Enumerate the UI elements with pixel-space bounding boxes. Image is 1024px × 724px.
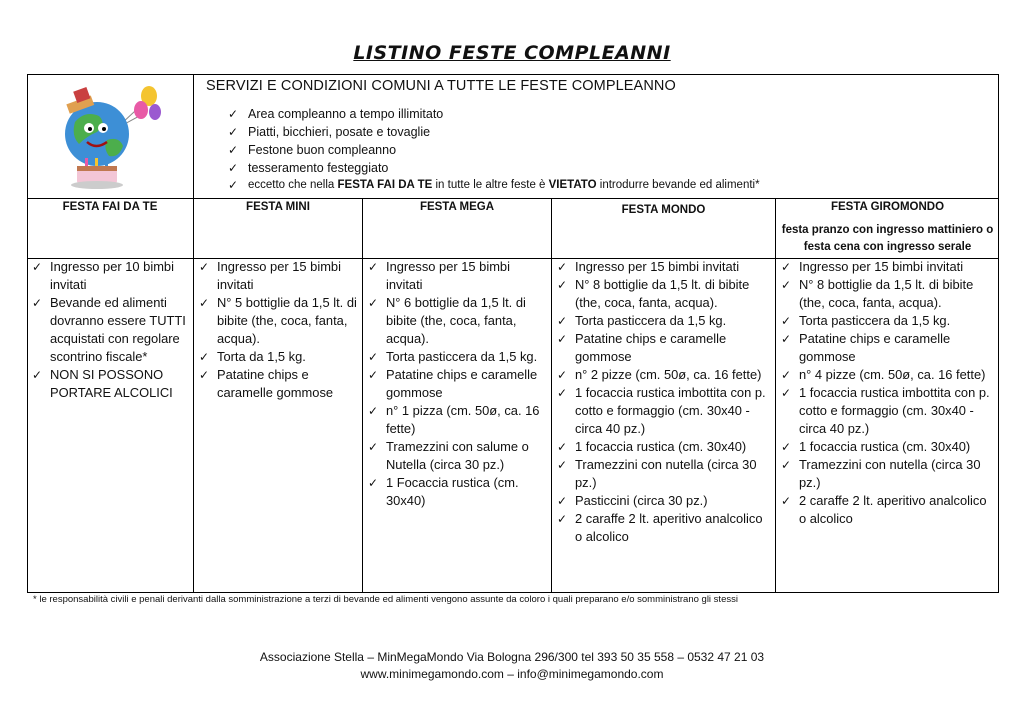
list-item: ✓ 1 Focaccia rustica (cm. 30x40)	[364, 474, 548, 510]
check-icon: ✓	[368, 440, 379, 454]
check-icon: ✓	[781, 440, 792, 454]
list-item: ✓ 1 focaccia rustica imbottita con p. cotto e formaggio (cm. 30x40 - circa 40 pz.)	[553, 384, 773, 438]
list-item: ✓ Ingresso per 15 bimbi invitati	[195, 258, 359, 294]
check-icon: ✓	[557, 332, 568, 346]
check-icon: ✓	[199, 368, 210, 382]
list-item: ✓ Bevande ed alimenti dovranno essere TUTTI acquistati con regolare scontrino fiscale*	[28, 294, 188, 366]
column-header-mini: FESTA MINI	[246, 201, 310, 213]
list-item: ✓ tesseramento festeggiato	[228, 161, 389, 175]
column-body-mondo	[553, 258, 773, 546]
column-header-mondo: FESTA MONDO	[621, 204, 706, 216]
list-item: ✓ Area compleanno a tempo illimitato	[228, 107, 444, 121]
column-header-mega: FESTA MEGA	[419, 201, 495, 213]
list-item: ✓ N° 8 bottiglie da 1,5 lt. di bibite (the, coca, fanta, acqua).	[777, 276, 997, 312]
check-icon: ✓	[368, 476, 379, 490]
list-item: ✓ Patatine chips e caramelle gommose	[364, 366, 548, 402]
check-icon: ✓	[781, 332, 792, 346]
list-item: ✓ Torta pasticcera da 1,5 kg.	[777, 312, 997, 330]
check-icon: ✓	[32, 260, 43, 274]
check-icon: ✓	[368, 404, 379, 418]
check-icon: ✓	[781, 458, 792, 472]
list-item-restriction: ✓ eccetto che nella FESTA FAI DA TE in tutte le altre feste è VIETATO introdurre bevande ed alimenti*	[228, 178, 760, 192]
list-item: ✓ N° 6 bottiglie da 1,5 lt. di bibite (the, coca, fanta, acqua).	[364, 294, 548, 348]
footnote: * le responsabilità civili e penali derivanti dalla somministrazione a terzi di bevande ed alimenti vengono assunte da coloro i quali preparano e/o somministrano gli stessi	[33, 594, 738, 605]
giromondo-subtitle: festa pranzo con ingresso mattiniero o festa cena con ingresso serale	[781, 224, 994, 253]
check-icon: ✓	[199, 296, 210, 310]
list-item: ✓ Ingresso per 15 bimbi invitati	[777, 258, 997, 276]
list-item: ✓ Ingresso per 15 bimbi invitati	[364, 258, 548, 294]
check-icon: ✓	[557, 368, 568, 382]
list-item: ✓ Tramezzini con nutella (circa 30 pz.)	[553, 456, 773, 492]
list-item: ✓ N° 8 bottiglie da 1,5 lt. di bibite (the, coca, fanta, acqua).	[553, 276, 773, 312]
check-icon: ✓	[557, 278, 568, 292]
check-icon: ✓	[199, 260, 210, 274]
list-item: ✓ Piatti, bicchieri, posate e tovaglie	[228, 125, 431, 139]
footer-address: Associazione Stella – MinMegaMondo Via Bologna 296/300 tel 393 50 35 558 – 0532 47 21 03	[259, 650, 765, 664]
check-icon: ✓	[557, 314, 568, 328]
check-icon: ✓	[557, 458, 568, 472]
check-icon: ✓	[199, 350, 210, 364]
list-item: ✓ 2 caraffe 2 lt. aperitivo analcolico o alcolico	[777, 492, 997, 528]
check-icon: ✓	[557, 440, 568, 454]
list-item: ✓ Ingresso per 10 bimbi invitati	[28, 258, 188, 294]
check-icon: ✓	[368, 260, 379, 274]
check-icon: ✓	[557, 512, 568, 526]
list-item: ✓ 1 focaccia rustica (cm. 30x40)	[553, 438, 773, 456]
footer	[0, 649, 1024, 683]
services-title: SERVIZI E CONDIZIONI COMUNI A TUTTE LE FESTE COMPLEANNO	[206, 78, 676, 94]
check-icon: ✓	[228, 178, 239, 192]
list-item: ✓ Torta da 1,5 kg.	[195, 348, 359, 366]
check-icon: ✓	[557, 494, 568, 508]
list-item: ✓ Patatine chips e caramelle gommose	[195, 366, 359, 402]
list-item: ✓ n° 4 pizze (cm. 50ø, ca. 16 fette)	[777, 366, 997, 384]
check-icon: ✓	[228, 161, 239, 175]
check-icon: ✓	[781, 278, 792, 292]
footer-contacts: www.minimegamondo.com – info@minimegamondo.com	[360, 667, 664, 681]
check-icon: ✓	[557, 386, 568, 400]
check-icon: ✓	[368, 368, 379, 382]
list-item: ✓ NON SI POSSONO PORTARE ALCOLICI	[28, 366, 188, 402]
check-icon: ✓	[781, 494, 792, 508]
column-body-giromondo	[777, 258, 997, 528]
list-item: ✓ Patatine chips e caramelle gommose	[553, 330, 773, 366]
check-icon: ✓	[781, 260, 792, 274]
check-icon: ✓	[557, 260, 568, 274]
list-item: ✓ 1 focaccia rustica imbottita con p. cotto e formaggio (cm. 30x40 - circa 40 pz.)	[777, 384, 997, 438]
globe-mascot-logo	[49, 84, 169, 194]
list-item: ✓ N° 5 bottiglie da 1,5 lt. di bibite (the, coca, fanta, acqua).	[195, 294, 359, 348]
check-icon: ✓	[368, 350, 379, 364]
check-icon: ✓	[32, 368, 43, 382]
services-list	[228, 105, 760, 193]
list-item: ✓ 1 focaccia rustica (cm. 30x40)	[777, 438, 997, 456]
check-icon: ✓	[781, 314, 792, 328]
logo-cell	[27, 74, 194, 198]
list-item: ✓ Tramezzini con nutella (circa 30 pz.)	[777, 456, 997, 492]
list-item: ✓ n° 1 pizza (cm. 50ø, ca. 16 fette)	[364, 402, 548, 438]
check-icon: ✓	[781, 386, 792, 400]
check-icon: ✓	[781, 368, 792, 382]
column-header-fai-da-te: FESTA FAI DA TE	[62, 201, 158, 213]
column-body-mega	[364, 258, 548, 510]
column-body-mini	[195, 258, 359, 402]
list-item: ✓ Patatine chips e caramelle gommose	[777, 330, 997, 366]
check-icon: ✓	[228, 107, 239, 121]
column-header-giromondo: FESTA GIROMONDO festa pranzo con ingresso mattiniero o festa cena con ingresso serale	[776, 198, 999, 258]
list-item: ✓ 2 caraffe 2 lt. aperitivo analcolico o alcolico	[553, 510, 773, 546]
list-item: ✓ Festone buon compleanno	[228, 143, 397, 157]
list-item: ✓ n° 2 pizze (cm. 50ø, ca. 16 fette)	[553, 366, 773, 384]
list-item: ✓ Ingresso per 15 bimbi invitati	[553, 258, 773, 276]
list-item: ✓ Torta pasticcera da 1,5 kg.	[364, 348, 548, 366]
check-icon: ✓	[228, 143, 239, 157]
check-icon: ✓	[228, 125, 239, 139]
list-item: ✓ Torta pasticcera da 1,5 kg.	[553, 312, 773, 330]
check-icon: ✓	[368, 296, 379, 310]
list-item: ✓ Tramezzini con salume o Nutella (circa 30 pz.)	[364, 438, 548, 474]
check-icon: ✓	[32, 296, 43, 310]
list-item: ✓ Pasticcini (circa 30 pz.)	[553, 492, 773, 510]
page-title: LISTINO FESTE COMPLEANNI	[353, 42, 671, 64]
common-services-section	[194, 74, 999, 198]
column-body-fai-da-te	[28, 258, 188, 402]
